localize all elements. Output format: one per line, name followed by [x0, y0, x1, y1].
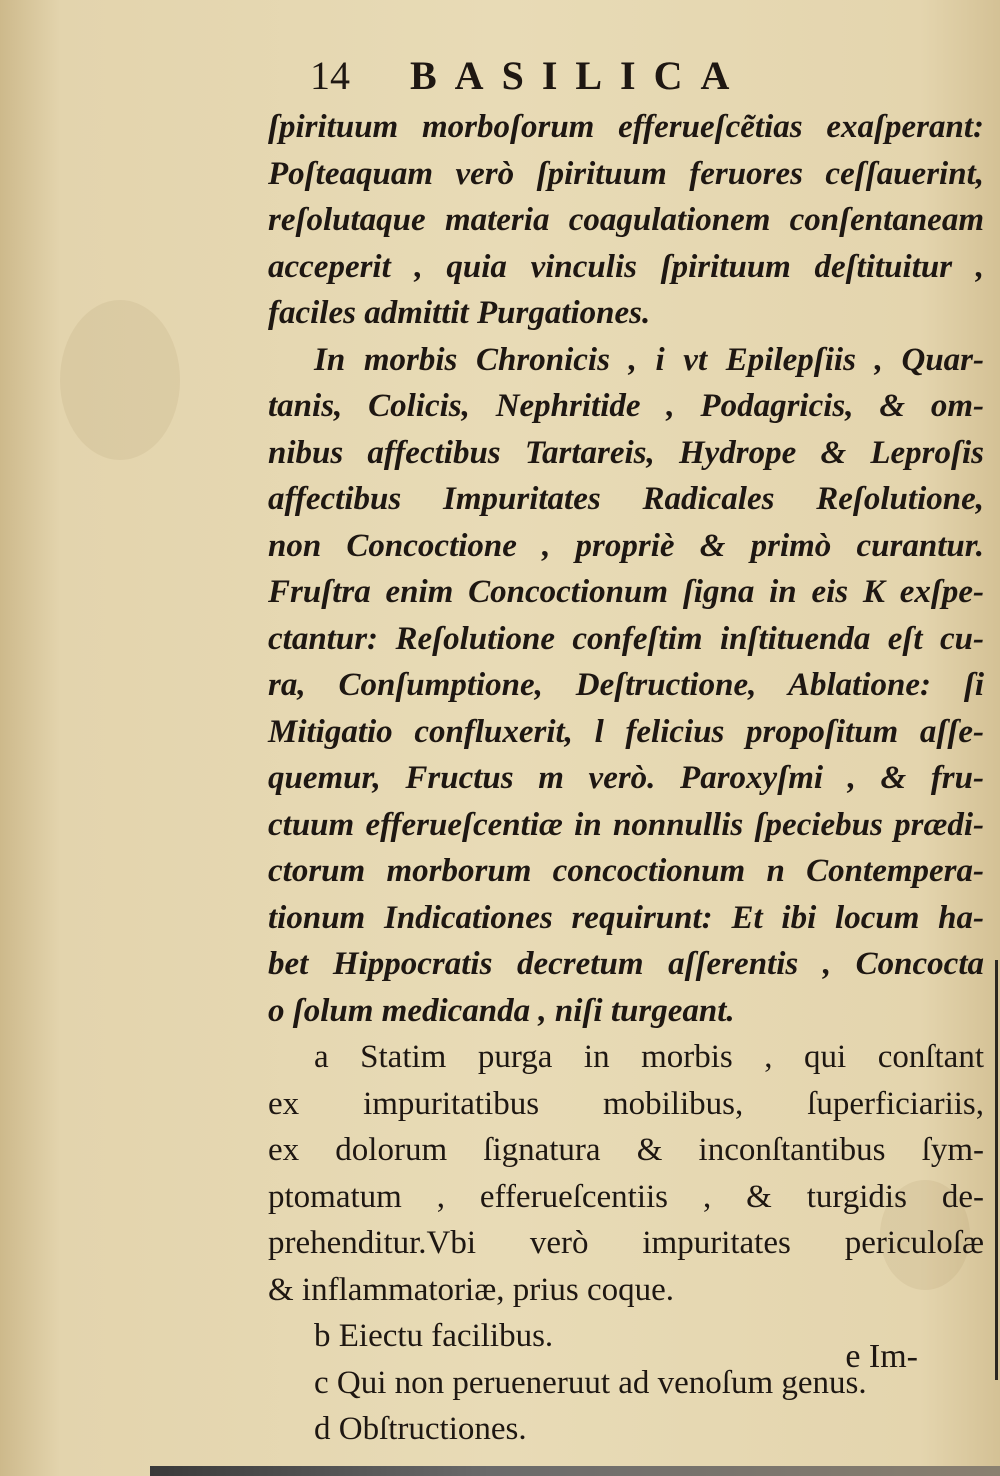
body-line: faciles admittit Purgationes. — [268, 295, 651, 331]
note-line: ex dolorum ſignatura & inconſtantibus ſym- — [268, 1132, 984, 1168]
page-bottom-edge — [150, 1466, 1000, 1476]
note-line: ptomatum , efferueſcentiis , & turgidis de- — [268, 1178, 984, 1215]
page-text — [268, 104, 984, 1453]
body-line: o ſolum medicanda , niſi turgeant. — [268, 992, 735, 1029]
body-line: Poſteaquam verò ſpirituum feruores ceſſauerint, — [268, 155, 984, 192]
body-line: ſpirituum morboſorum efferueſcẽtias exaſperant: — [268, 109, 984, 145]
body-line: Fruſtra enim Concoctionum ſigna in eis K exſpe- — [268, 574, 984, 610]
catchword: e Im- — [845, 1338, 918, 1375]
note-line: d Obſtructiones. — [314, 1411, 527, 1447]
body-line: reſolutaque materia coagulationem conſentaneam — [268, 202, 984, 238]
body-line: ctorum morborum concoctionum n Contempera- — [268, 853, 984, 889]
body-line: quemur, Fructus m verò. Paroxyſmi , & fru- — [268, 760, 984, 796]
body-line: affectibus Impuritates Radicales Reſolutione, — [268, 481, 984, 517]
note-line: b Eiectu facilibus. — [314, 1318, 554, 1354]
body-line: In morbis Chronicis , i vt Epilepſiis , Quar- — [314, 341, 984, 378]
body-line: ctuum efferueſcentiæ in nonnullis ſpeciebus prædi- — [268, 806, 984, 843]
running-head: BASILICA — [410, 53, 748, 98]
body-line: Mitigatio confluxerit, l felicius propoſitum aſſe- — [268, 713, 984, 750]
page-number: 14 — [310, 53, 350, 98]
body-line: tionum Indicationes requirunt: Et ibi locum ha- — [268, 899, 984, 936]
page-header — [310, 52, 747, 98]
note-line: a Statim purga in morbis , qui conſtant — [314, 1039, 984, 1075]
note-line: ex impuritatibus mobilibus, ſuperficiariis, — [268, 1085, 984, 1122]
paper-stain — [60, 300, 180, 460]
body-line: nibus affectibus Tartareis, Hydrope & Leproſis — [268, 434, 984, 471]
body-line: non Concoctione , propriè & primò curantur. — [268, 527, 984, 564]
note-line: & inflammatoriæ, prius coque. — [268, 1271, 675, 1308]
note-line: c Qui non perueneruut ad venoſum genus. — [314, 1364, 867, 1401]
body-line: ra, Conſumptione, Deſtructione, Ablatione: ſi — [268, 667, 984, 703]
body-line: acceperit , quia vinculis ſpirituum deſtituitur , — [268, 248, 984, 285]
body-line: tanis, Colicis, Nephritide , Podagricis, & om- — [268, 388, 984, 424]
page-edge-rule — [995, 960, 998, 1380]
note-line: prehenditur.Vbi verò impuritates periculoſæ — [268, 1225, 984, 1261]
body-line: ctantur: Reſolutione confeſtim inſtituenda eſt cu- — [268, 620, 984, 657]
marginal-notes — [268, 1034, 984, 1453]
body-line: bet Hippocratis decretum aſſerentis , Concocta — [268, 946, 984, 982]
